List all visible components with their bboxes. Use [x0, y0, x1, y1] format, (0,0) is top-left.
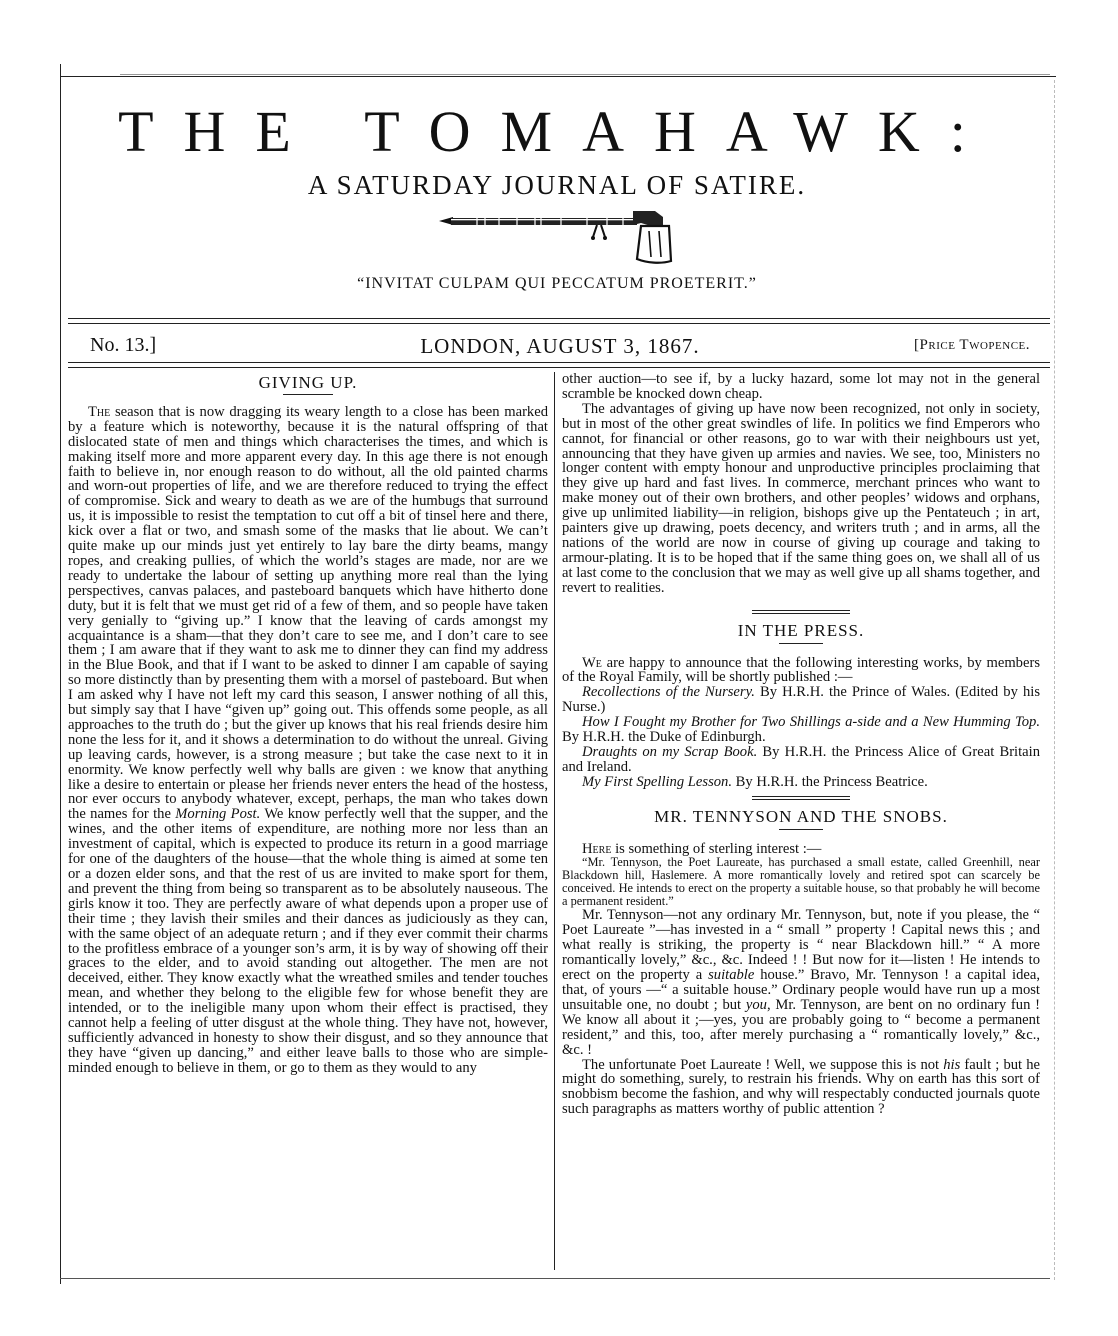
section-divider — [752, 610, 850, 614]
lead-word: The — [88, 403, 111, 420]
column-separator — [554, 372, 555, 1270]
tennyson-paragraph-2: The unfortunate Poet Laureate ! Well, we suppose this is not his fault ; but he might do something, surely, to restrain his friends. Why on earth has this sort of snobbism become the fashion, and why will respectably conducted journals quote such paragraphs as matters worthy of public attention ? — [562, 1056, 1040, 1118]
lead-word: We — [582, 654, 602, 671]
book-entry: Draughts on my Scrap Book. By H.R.H. the Princess Alice of Great Britain and Ireland. — [562, 743, 1040, 775]
heading-rule — [779, 829, 823, 830]
tennyson-heading: MR. TENNYSON AND THE SNOBS. — [654, 806, 948, 826]
page-edge-left — [60, 64, 61, 1284]
rule-mid-1 — [68, 362, 1050, 363]
tennyson-paragraph-1: Mr. Tennyson—not any ordinary Mr. Tennyson, but, note if you please, the “ Poet Laureate ”—has invested in a “ small ” property ! Capital news this ; and what really is striking, the property is “ near Blackdown hill.” “ A more romantically lovely,” &c., &c. Indeed ! ! But now for it—listen ! He intends to erect on the property a suitable house.” Bravo, Mr. Tennyson ! a capital idea, that, of yours —“ a suitable house.” Ordinary people would have run up a most unsuitable one, no doubt ; but you, Mr. Tennyson, are bent on no ordinary fun ! We know all about it ;—yes, you are probably going to “ become a permanent resident,” and this, too, after merely purchasing a “ romantically lovely,” &c., &c. ! — [562, 907, 1041, 1058]
heading-rule — [283, 394, 333, 395]
book-entry: Recollections of the Nursery. By H.R.H. the Prince of Wales. (Edited by his Nurse.) — [562, 684, 1040, 716]
heading-rule — [779, 643, 823, 644]
giving-up-heading: GIVING UP. — [258, 373, 358, 392]
tennyson-quote: “Mr. Tennyson, the Poet Laureate, has purchased a small estate, called Greenhill, near Blackdown hill, Haslemere. A more romantically lovely and retired spot can scarcely be conceived. He intends to erect on the property a suitable house, so that probably he will become a permanent resident.” — [562, 855, 1040, 909]
tennyson-intro: Here is something of sterling interest :— — [582, 840, 822, 857]
dateline — [90, 334, 1030, 358]
rule-mid-2 — [68, 367, 1050, 368]
masthead-title: THE TOMAHAWK: — [118, 99, 996, 164]
book-entry: How I Fought my Brother for Two Shillings a-side and a New Humming Top. By H.R.H. the Duke of Edinburgh. — [562, 714, 1040, 746]
page-edge-top-faint — [120, 74, 1050, 75]
column-left — [68, 372, 548, 1076]
giving-up-paragraph-2: The advantages of giving up have now been recognized, not only in society, but in most of the other great swindles of life. In politics we find Emperors who cannot, for financial or other reasons, go to war with their neighbours ust yet, announcing that they have given up armies and navies. We see, too, Ministers no longer content with empty honour and unproductive principles proclaiming that they give up hard and fast lives. In commerce, merchant princes who want to make money out of their own brothers, and other peoples’ widows and orphans, give up unlimited liability—in religion, bishops give up the Pentateuch ; in art, painters give up drawing, poets decency, and writers truth ; and in arms, all the nations of the world are now in course of giving up courage and taking to armour-plating. It is to be hoped that if the same thing goes on, we shall all of us at last come to the conclusion that we may as well give up all shams together, and revert to realities. — [562, 400, 1040, 596]
giving-up-paragraph-1: The season that is now dragging its weary length to a close has been marked by a feature which is noteworthy, because it is the natural offspring of that dislocated state of men and things which characterises the times, and which is making itself more and more apparent every day. In this age there is not enough faith to believe in, nor enough reason to do without, all the old painted charms and worn-out properties of life, and we are therefore reduced to trying the effect of compromise. Sick and weary to death as we are of the humbugs that surround us, it is impossible to resist the temptation to cut off a bit of tinsel here and there, kick over a flat or two, and smash some of the masks that lie about. We can’t quite make up our minds just yet entirely to lay bare the dirty beams, mangy ropes, and creaking pullies, of which the world’s stages are made, nor are we ready to undertake the labour of setting up anything more real than the lying perspectives, canvas palaces, and pasteboard banquets which have hitherto done duty, but it is felt that we must get rid of a few of them, and so people have taken very genially to “giving up.” I know that the leaving of cards amongst my acquaintance is a sham—that they don’t care to see me, and I don’t care to see them ; I am aware that if they want to ask me to dinner they can find my address in the Blue Book, and that if I want to be asked to dinner I am capable of saying so more distinctly than by presenting them with a morsel of pasteboard. But when I am asked why I have not left my card this season, I answer nothing of all this, but simply say that I have “given up” going out. This offends some people, as all approaches to the truth do ; but the giver up knows that his real friends desire him none the less for it, and it shows a determination to do without the unreal. Giving up leaving cards, however, is a strong measure ; but take the case next to it in enormity. We know perfectly well why balls are given : we know that anything like a desire to entertain or please her friends never enters the head of the hostess, nor ever occurs to anybody whatever, except, perhaps, the man who takes down the names for the Morning Post. We know perfectly well that the supper, and the wines, and the other items of expenditure, are nothing more nor less than an investment of capital, which is expected to produce its return in a good marriage for one of the daughters of the house—that the whole thing is aimed at some ten or a dozen elder sons, and that the rest of us are invited to make sport for them, and prevent the thing from being so transparent as to be absolutely nauseous. The girls know it too. They are perfectly aware of what depends upon a proper use of their time ; they lavish their smiles and their dances as judiciously as they can, with the same object of an adequate return ; and if they ever commit their charms to the profitless embrace of a younger son’s arm, it is by way of showing off their graces to the elder, and to avoid standing out altogether. The men are not deceived, either. They know exactly what the wreathed smiles and tender touches mean, and whether they belong to the eligible few for whose benefit they are intended, or to the ineligible many upon whom their effect is practised, they cannot help a feeling of utter disgust at the whole thing. They have not, however, sufficiently advanced in honesty to show their disgust, and so they announce that they have “given up dancing,” and either leave balls to those who are simple-minded enough to believe in them, or go to them as they would to any — [68, 403, 548, 1076]
rule-top-2 — [68, 323, 1050, 324]
masthead-subtitle: A SATURDAY JOURNAL OF SATIRE. — [307, 170, 807, 200]
column-right — [562, 372, 1040, 1117]
in-the-press-intro: We are happy to announce that the following interesting works, by members of the Royal Family, will be shortly published :— — [562, 654, 1040, 686]
book-entry: My First Spelling Lesson. By H.R.H. the Princess Beatrice. — [582, 773, 928, 790]
giving-up-continuation: other auction—to see if, by a lucky hazard, some lot may not in the general scramble be knocked down cheap. — [562, 371, 1040, 402]
page-edge-bottom — [60, 1278, 1050, 1279]
lead-word: Here — [582, 840, 612, 857]
tomahawk-icon — [437, 207, 677, 267]
page-edge-right — [1054, 80, 1055, 1280]
masthead — [62, 100, 1052, 293]
issue-number: No. 13.] — [90, 334, 157, 356]
morning-post-title: Morning Post. — [175, 806, 261, 823]
in-the-press-heading: IN THE PRESS. — [737, 620, 865, 640]
section-divider — [752, 796, 850, 800]
page-edge-top — [60, 76, 1056, 77]
rule-top-1 — [68, 318, 1050, 319]
issue-date: LONDON, AUGUST 3, 1867. — [420, 334, 700, 358]
issue-price: [Price Twopence. — [914, 337, 1030, 353]
masthead-motto: “INVITAT CULPAM QUI PECCATUM PROETERIT.” — [357, 275, 757, 292]
